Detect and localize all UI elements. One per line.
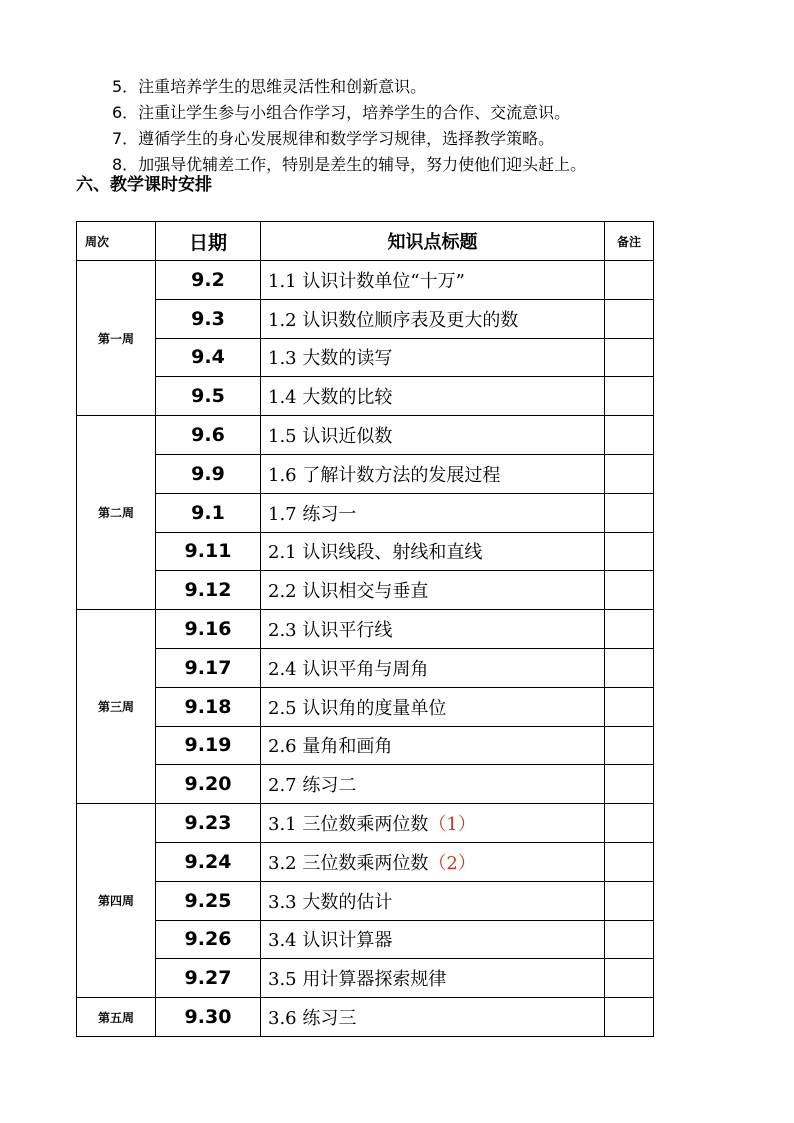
date-cell: 9.2 [156, 261, 261, 300]
date-cell: 9.9 [156, 454, 261, 493]
date-cell: 9.6 [156, 416, 261, 455]
header-title: 知识点标题 [261, 222, 605, 261]
title-cell [261, 765, 605, 804]
section-number: 1.2 [268, 309, 297, 331]
section-number: 1.4 [268, 387, 297, 409]
table-row [77, 299, 654, 338]
list-item: 7．遵循学生的身心发展规律和数学学习规律，选择教学策略。 [112, 129, 555, 148]
date-cell: 9.16 [156, 610, 261, 649]
topic-text: 大数的估计 [302, 891, 393, 913]
topic-text: 三位数乘两位数 [302, 852, 429, 874]
note-cell [605, 610, 654, 649]
section-heading: 六、教学课时安排 [76, 175, 212, 195]
topic-text: 认识计数单位“十万” [302, 270, 465, 292]
topic-suffix: （1） [428, 814, 476, 836]
section-number: 1.6 [268, 464, 297, 486]
note-cell [605, 299, 654, 338]
date-cell: 9.12 [156, 571, 261, 610]
section-number: 2.1 [268, 542, 297, 564]
section-number: 1.1 [268, 270, 297, 292]
title-cell [261, 998, 605, 1037]
section-number: 3.2 [268, 852, 297, 874]
note-cell [605, 532, 654, 571]
date-cell: 9.27 [156, 959, 261, 998]
table-row [77, 881, 654, 920]
table-row [77, 959, 654, 998]
topic-text: 大数的读写 [302, 348, 393, 370]
topic-text: 练习一 [302, 503, 357, 525]
section-number: 2.2 [268, 581, 297, 603]
date-cell: 9.3 [156, 299, 261, 338]
date-cell: 9.1 [156, 493, 261, 532]
note-cell [605, 842, 654, 881]
table-row [77, 610, 654, 649]
note-cell [605, 920, 654, 959]
section-number: 1.3 [268, 348, 297, 370]
week-label: 第四周 [77, 804, 156, 998]
table-row [77, 687, 654, 726]
topic-text: 量角和画角 [302, 736, 393, 758]
date-cell: 9.4 [156, 338, 261, 377]
topic-text: 用计算器探索规律 [302, 969, 447, 991]
topic-text: 了解计数方法的发展过程 [302, 464, 501, 486]
date-cell: 9.23 [156, 804, 261, 843]
list-item: 8．加强导优辅差工作，特别是差生的辅导，努力使他们迎头赶上。 [112, 155, 587, 174]
topic-text: 练习二 [302, 775, 357, 797]
date-cell: 9.5 [156, 377, 261, 416]
week-label: 第一周 [77, 261, 156, 416]
section-number: 1.7 [268, 503, 297, 525]
note-cell [605, 726, 654, 765]
topic-text: 三位数乘两位数 [302, 814, 429, 836]
date-cell: 9.20 [156, 765, 261, 804]
table-header-row [77, 222, 654, 261]
table-row [77, 765, 654, 804]
section-number: 2.3 [268, 620, 297, 642]
note-cell [605, 881, 654, 920]
header-date: 日期 [156, 222, 261, 261]
title-cell [261, 571, 605, 610]
week-label: 第二周 [77, 416, 156, 610]
title-cell [261, 416, 605, 455]
table-row [77, 416, 654, 455]
topic-text: 大数的比较 [302, 387, 393, 409]
section-number: 3.1 [268, 814, 297, 836]
topic-text: 认识平行线 [302, 620, 393, 642]
topic-text: 认识数位顺序表及更大的数 [302, 309, 519, 331]
table-row [77, 804, 654, 843]
section-number: 1.5 [268, 426, 297, 448]
topic-text: 认识计算器 [302, 930, 393, 952]
title-cell [261, 454, 605, 493]
date-cell: 9.24 [156, 842, 261, 881]
title-cell [261, 881, 605, 920]
date-cell: 9.11 [156, 532, 261, 571]
title-cell [261, 648, 605, 687]
topic-text: 认识平角与周角 [302, 658, 429, 680]
note-cell [605, 493, 654, 532]
week-label: 第五周 [77, 998, 156, 1037]
date-cell: 9.19 [156, 726, 261, 765]
table-row [77, 532, 654, 571]
section-number: 2.5 [268, 697, 297, 719]
table-row [77, 338, 654, 377]
note-cell [605, 687, 654, 726]
title-cell [261, 959, 605, 998]
note-cell [605, 648, 654, 687]
title-cell [261, 532, 605, 571]
section-number: 2.4 [268, 658, 297, 680]
title-cell [261, 920, 605, 959]
section-number: 2.7 [268, 775, 297, 797]
note-cell [605, 454, 654, 493]
title-cell [261, 687, 605, 726]
table-row [77, 726, 654, 765]
table-row [77, 261, 654, 300]
topic-text: 认识线段、射线和直线 [302, 542, 483, 564]
title-cell [261, 299, 605, 338]
note-cell [605, 571, 654, 610]
title-cell [261, 610, 605, 649]
title-cell [261, 804, 605, 843]
date-cell: 9.25 [156, 881, 261, 920]
header-note: 备注 [605, 222, 654, 261]
note-cell [605, 377, 654, 416]
note-cell [605, 804, 654, 843]
topic-text: 认识角的度量单位 [302, 697, 447, 719]
table-row [77, 998, 654, 1037]
note-cell [605, 765, 654, 804]
title-cell [261, 493, 605, 532]
title-cell [261, 377, 605, 416]
topic-text: 认识相交与垂直 [302, 581, 429, 603]
section-number: 3.6 [268, 1008, 297, 1030]
section-number: 2.6 [268, 736, 297, 758]
title-cell [261, 261, 605, 300]
date-cell: 9.18 [156, 687, 261, 726]
schedule-table [76, 221, 654, 1037]
list-item: 6．注重让学生参与小组合作学习，培养学生的合作、交流意识。 [112, 103, 571, 122]
list-item: 5．注重培养学生的思维灵活性和创新意识。 [112, 77, 427, 96]
topic-text: 练习三 [302, 1008, 357, 1030]
table-row [77, 648, 654, 687]
header-week: 周次 [77, 222, 156, 261]
table-row [77, 454, 654, 493]
title-cell [261, 726, 605, 765]
title-cell [261, 338, 605, 377]
table-row [77, 920, 654, 959]
table-row [77, 377, 654, 416]
note-cell [605, 338, 654, 377]
requirement-list [112, 74, 586, 178]
section-number: 3.3 [268, 891, 297, 913]
date-cell: 9.30 [156, 998, 261, 1037]
week-label: 第三周 [77, 610, 156, 804]
table-body [77, 261, 654, 1037]
note-cell [605, 959, 654, 998]
note-cell [605, 998, 654, 1037]
section-number: 3.5 [268, 969, 297, 991]
section-number: 3.4 [268, 930, 297, 952]
title-cell [261, 842, 605, 881]
note-cell [605, 261, 654, 300]
topic-suffix: （2） [428, 852, 476, 874]
note-cell [605, 416, 654, 455]
table-row [77, 493, 654, 532]
table-row [77, 571, 654, 610]
date-cell: 9.26 [156, 920, 261, 959]
table-row [77, 842, 654, 881]
topic-text: 认识近似数 [302, 426, 393, 448]
date-cell: 9.17 [156, 648, 261, 687]
